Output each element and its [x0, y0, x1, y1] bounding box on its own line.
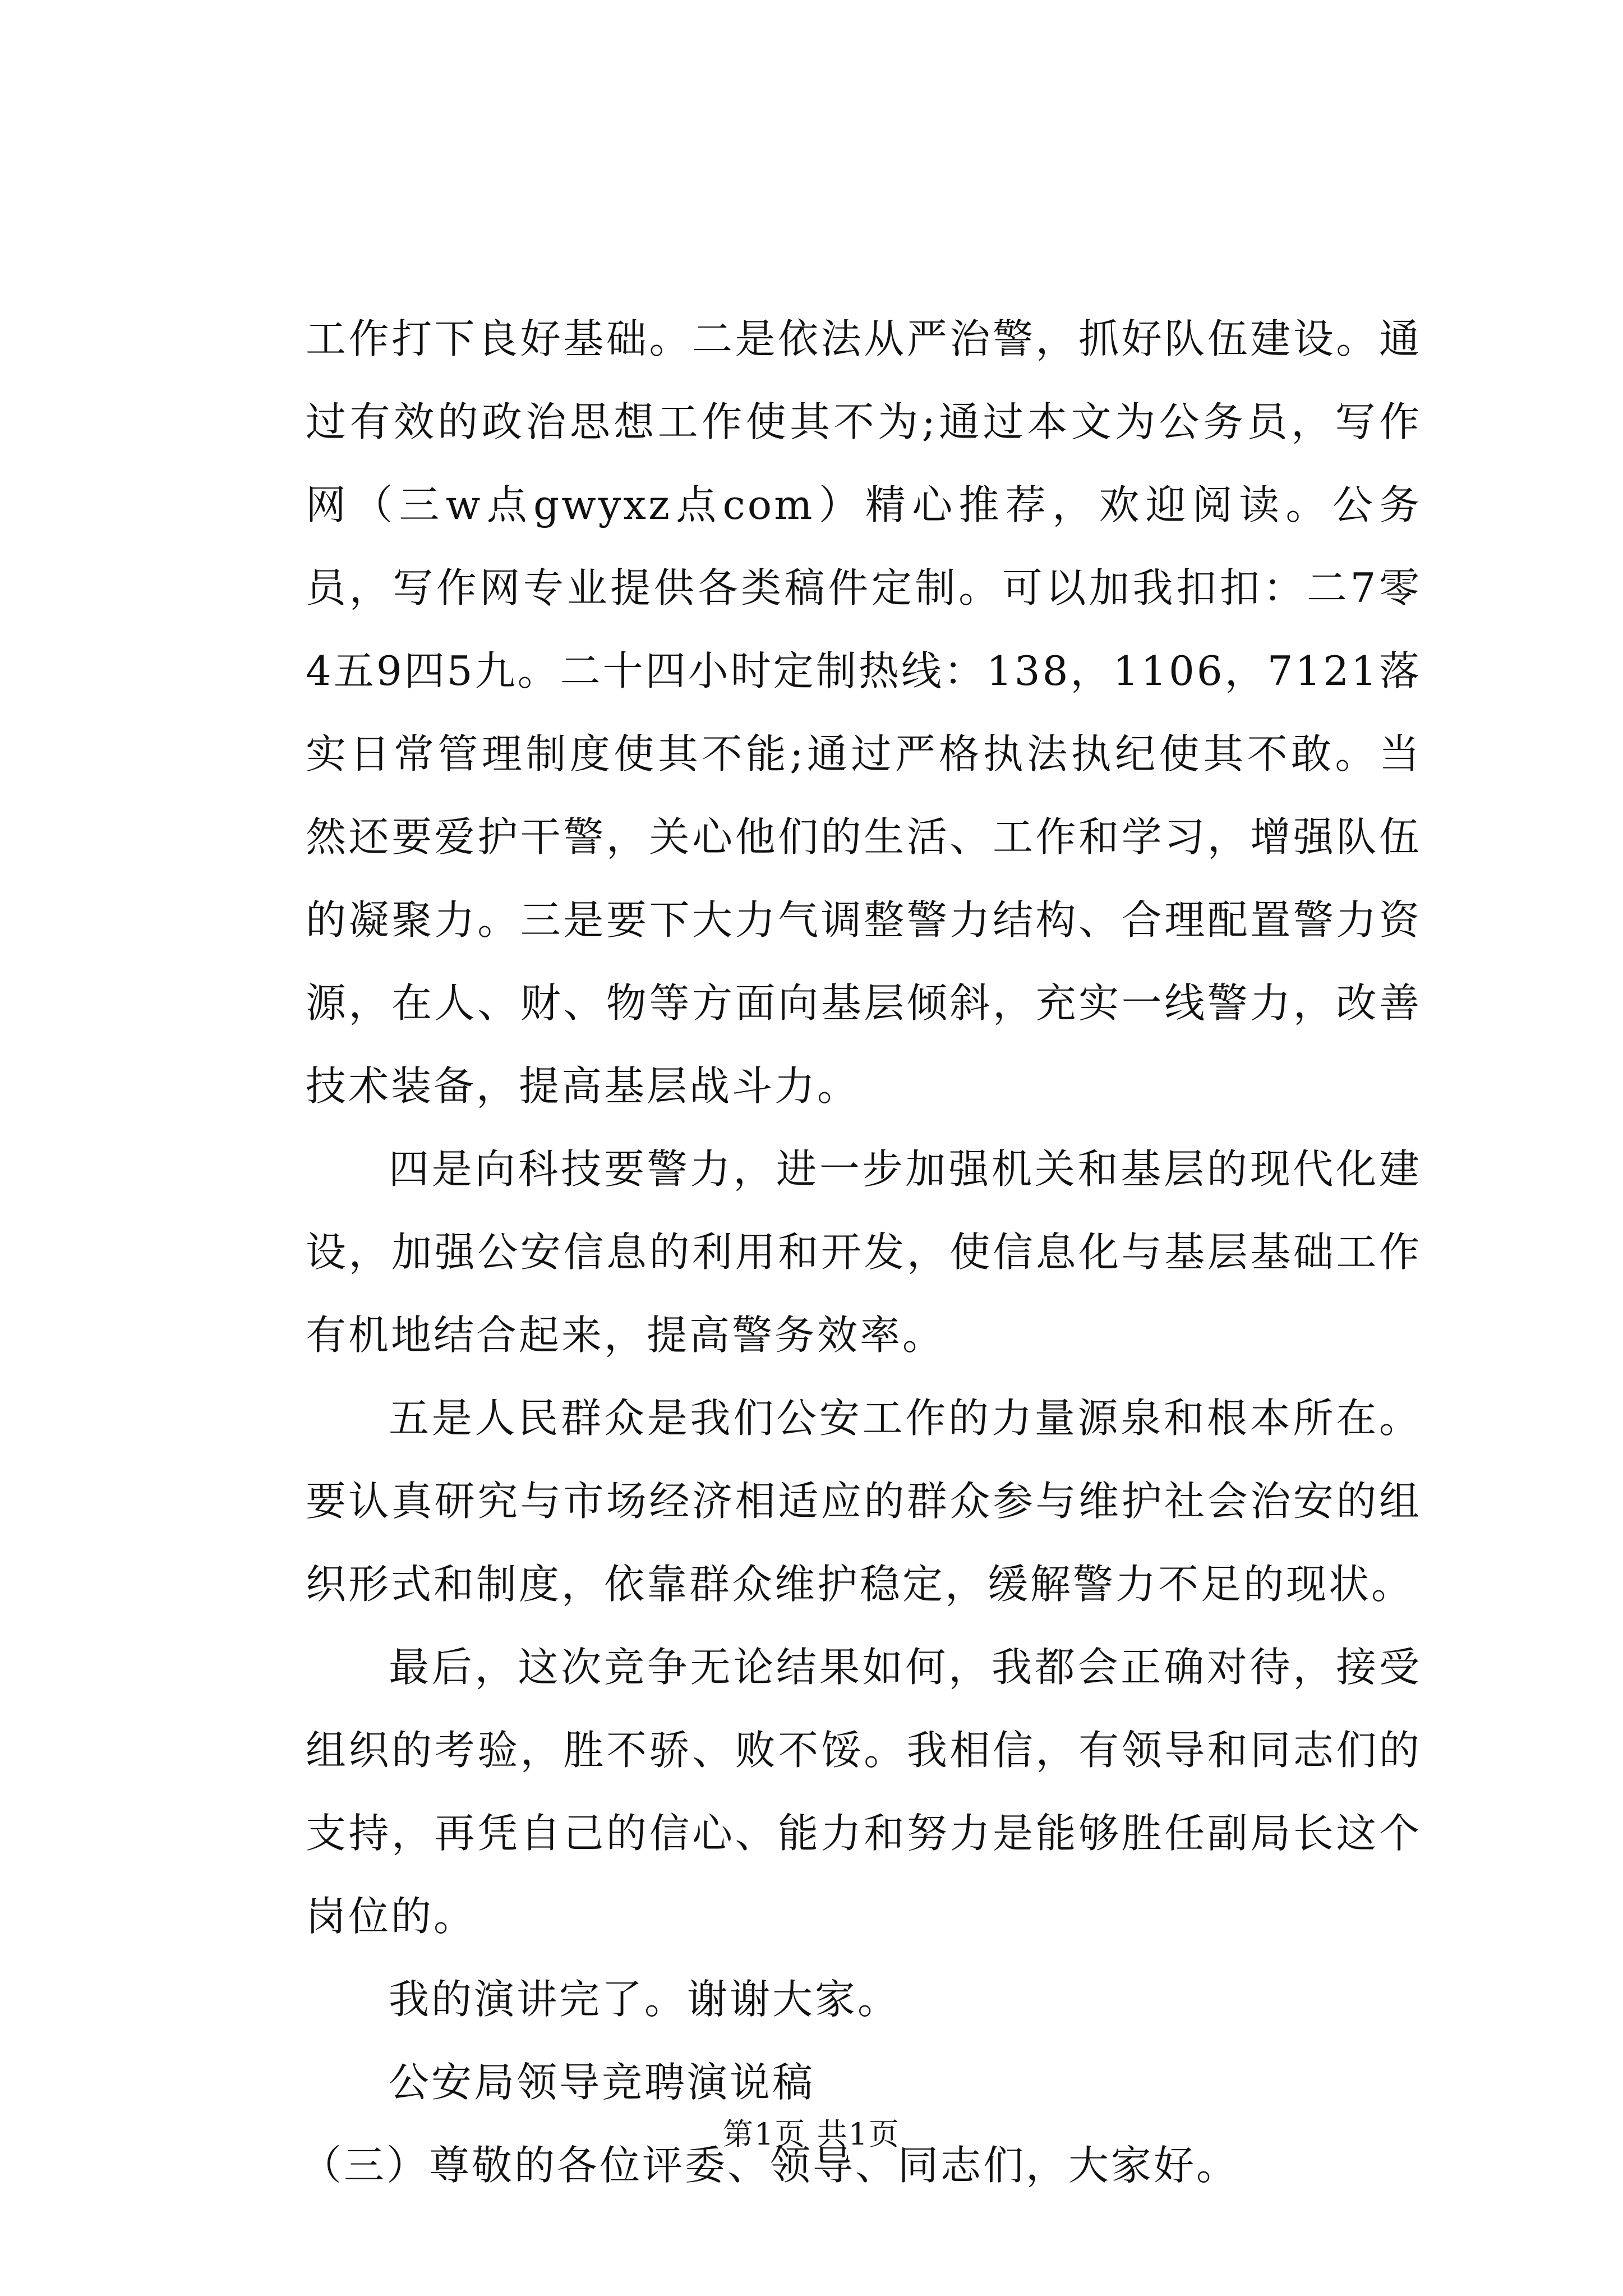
- section-title: 公安局领导竞聘演说稿: [389, 2059, 815, 2106]
- paragraph-point-five: 五是人民群众是我们公安工作的力量源泉和根本所在。要认真研究与市场经济相适应的群众参与维护社会治安的组织形式和制度，依靠群众维护稳定，缓解警力不足的现状。: [306, 1395, 1422, 1608]
- page-number-footer: 第1页 共1页: [723, 2116, 900, 2152]
- paragraph-conclusion: 最后，这次竞争无论结果如何，我都会正确对待，接受组织的考验，胜不骄、败不馁。我相信，有领导和同志们的支持，再凭自己的信心、能力和努力是能够胜任副局长这个岗位的。: [306, 1644, 1422, 1940]
- paragraph-closing: 我的演讲完了。谢谢大家。: [389, 1976, 901, 2023]
- paragraph-section-three-greeting: （三）尊敬的各位评委、领导、同志们，大家好。: [301, 2142, 1239, 2189]
- paragraph-continuation: 工作打下良好基础。二是依法从严治警，抓好队伍建设。通过有效的政治思想工作使其不为;通过本文为公务员，写作网（三w点gwyxz点com）精心推荐，欢迎阅读。公务员，写作网专业提供各类稿件定制。可以加我扣扣：二7零4五9四5九。二十四小时定制热线：138，1106，7121落实日常管理制度使其不能;通过严格执法执纪使其不敢。当然还要爱护干警，关心他们的生活、工作和学习，增强队伍的凝聚力。三是要下大力气调整警力结构、合理配置警力资源，在人、财、物等方面向基层倾斜，充实一线警力，改善技术装备，提高基层战斗力。: [306, 315, 1422, 1110]
- document-body: [301, 303, 1422, 2207]
- paragraph-point-four: 四是向科技要警力，进一步加强机关和基层的现代化建设，加强公安信息的利用和开发，使信息化与基层基础工作有机地结合起来，提高警务效率。: [306, 1145, 1422, 1359]
